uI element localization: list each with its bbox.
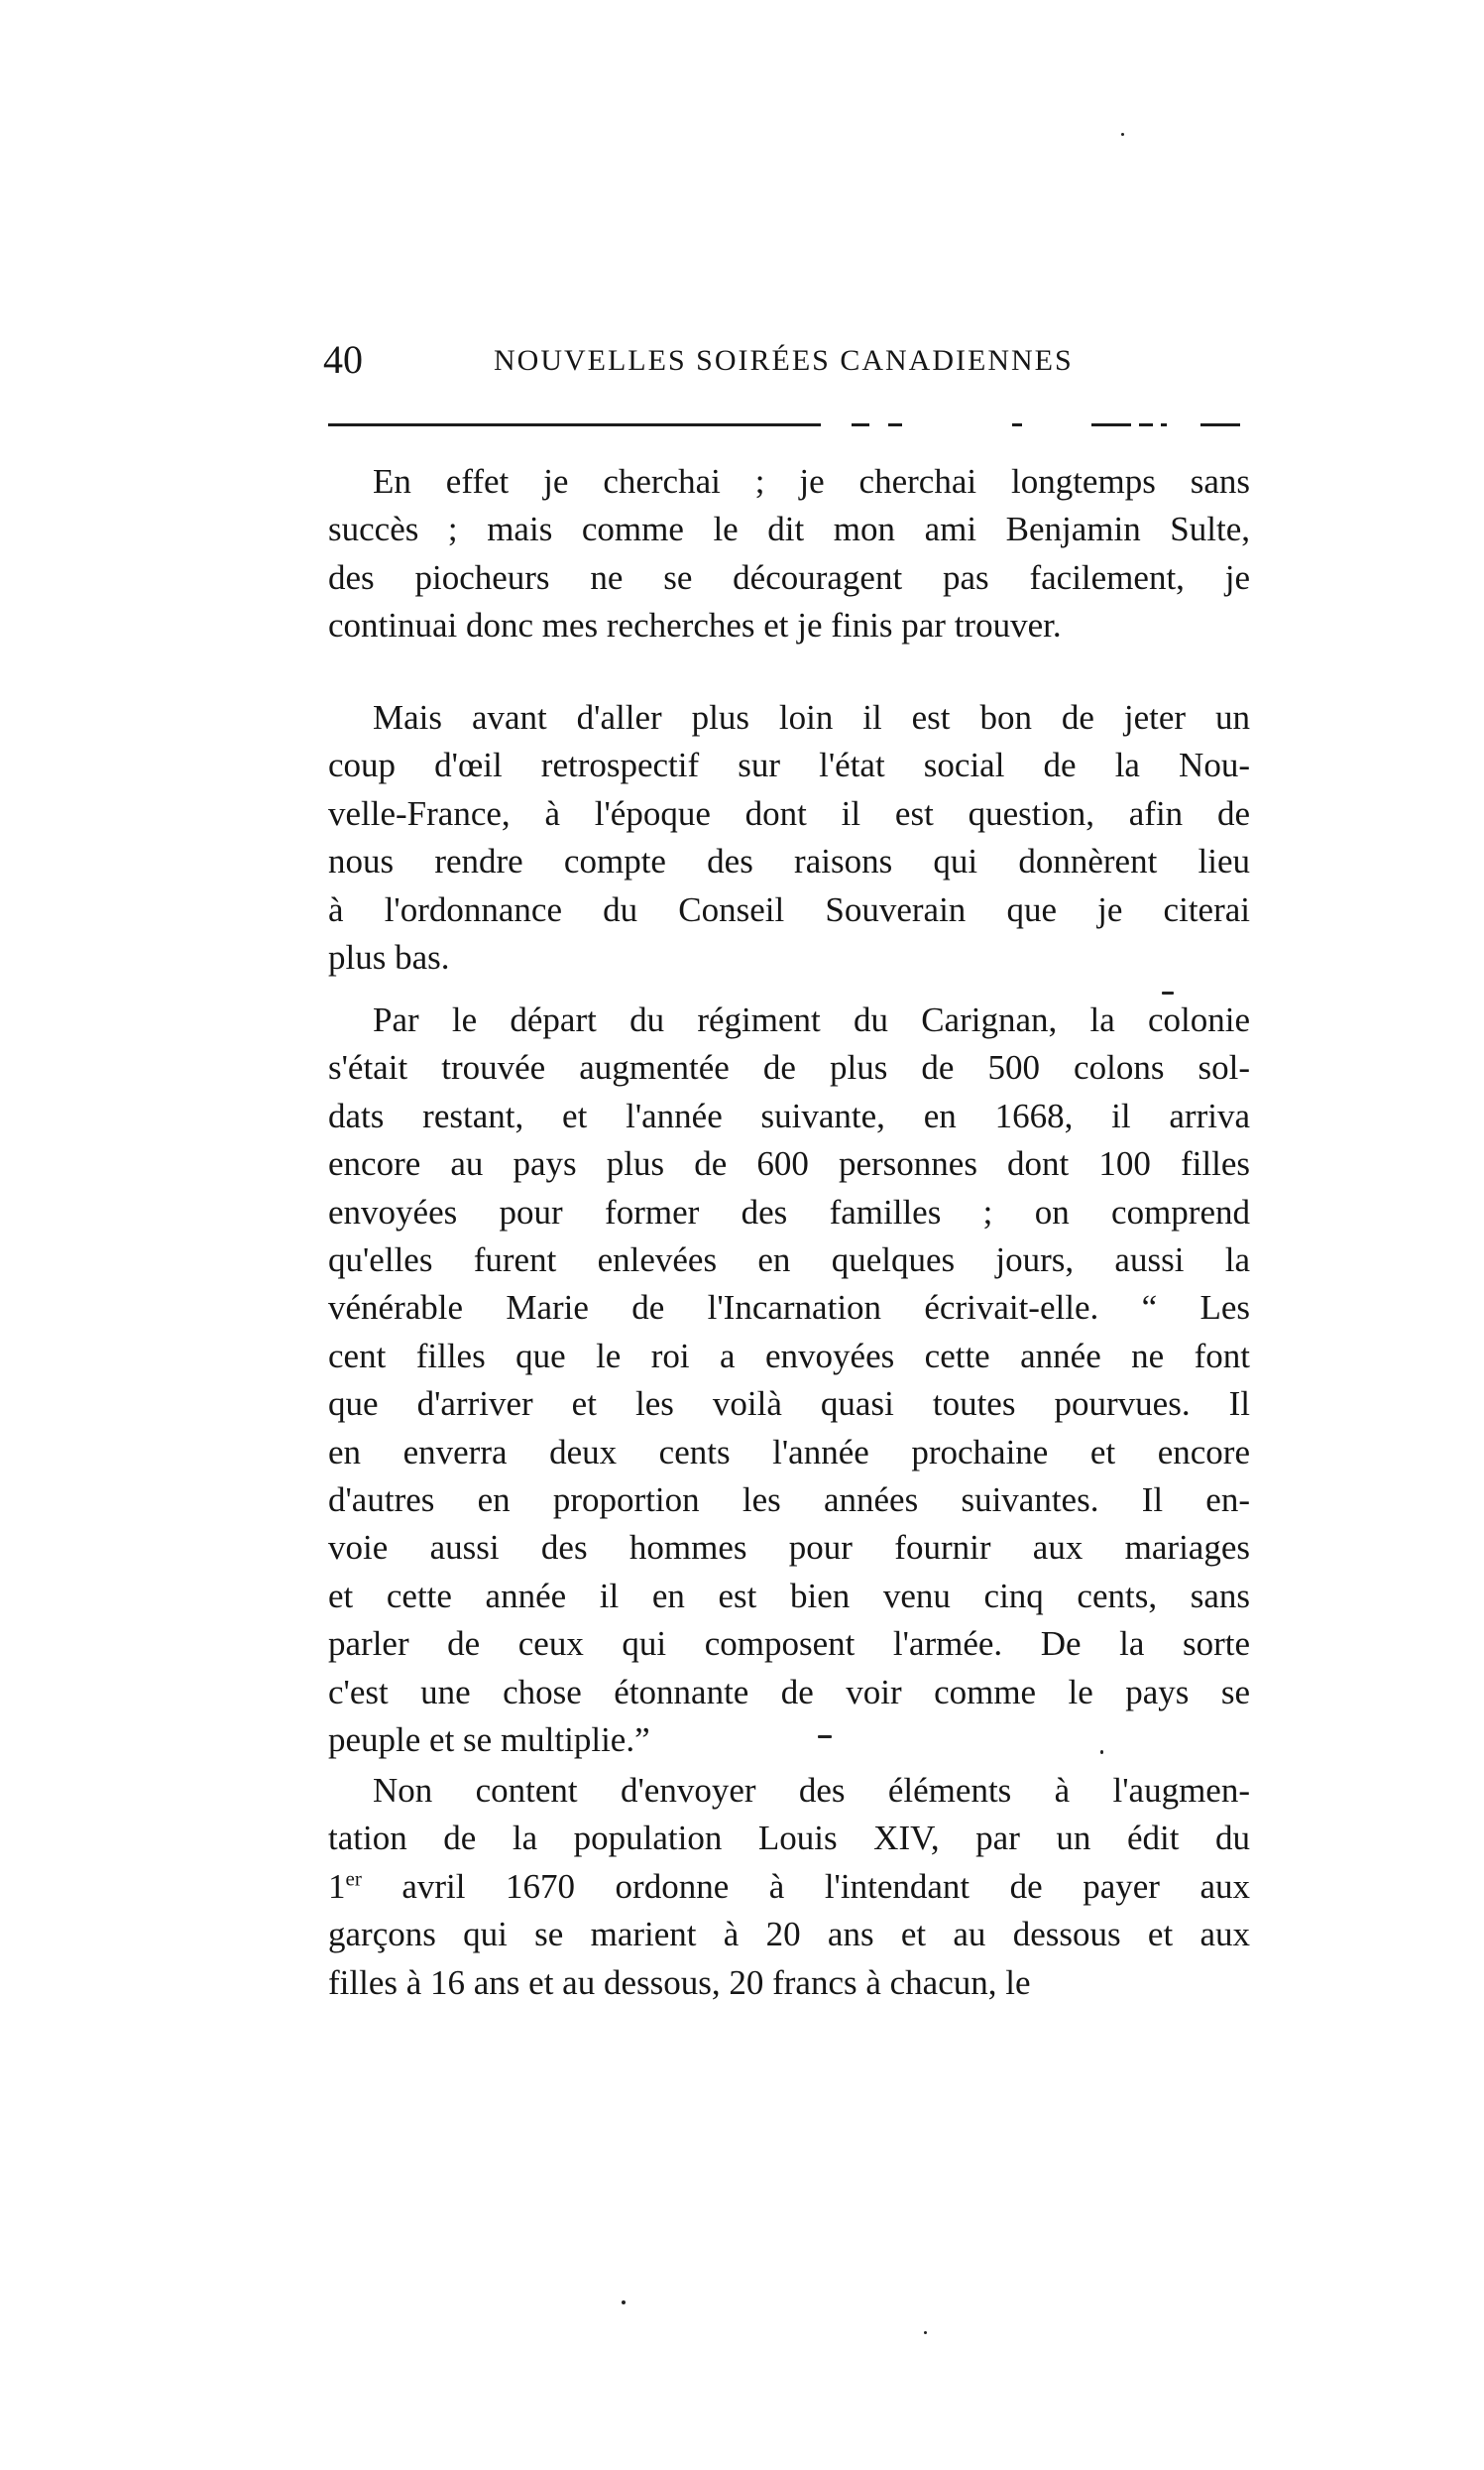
text-line: velle-France, à l'époque dont il est question, afin de — [328, 793, 1250, 833]
text-line: peuple et se multiplie.” — [328, 1720, 650, 1760]
text-line: à l'ordonnance du Conseil Souverain que je citerai — [328, 889, 1250, 929]
ink-speck — [1100, 1750, 1103, 1754]
text-line: s'était trouvée augmentée de plus de 500 colons sol- — [328, 1048, 1250, 1088]
text-line: voie aussi des hommes pour fournir aux mariages — [328, 1528, 1250, 1568]
running-title: NOUVELLES SOIRÉES CANADIENNES — [494, 344, 1074, 377]
text-line: Par le départ du régiment du Carignan, la colonie — [373, 1000, 1250, 1039]
text-line: parler de ceux qui composent l'armée. De la sorte — [328, 1624, 1250, 1664]
text-line: encore au pays plus de 600 personnes dont 100 filles — [328, 1144, 1250, 1184]
ink-speck — [818, 1735, 832, 1738]
text-line: Mais avant d'aller plus loin il est bon de jeter un — [373, 698, 1250, 737]
text-line: garçons qui se marient à 20 ans et au dessous et aux — [328, 1915, 1250, 1954]
text-line: dats restant, et l'année suivante, en 1668, il arriva — [328, 1096, 1250, 1135]
paragraph-2 — [328, 694, 1250, 982]
text-line: coup d'œil retrospectif sur l'état social de la Nou- — [328, 746, 1250, 785]
text-line — [328, 1863, 1250, 1911]
text-line: plus bas. — [328, 938, 450, 978]
text-line: et cette année il en est bien venu cinq cents, sans — [328, 1576, 1250, 1615]
text-line: vénérable Marie de l'Incarnation écrivait-elle. “ Les — [328, 1288, 1250, 1328]
text-line: c'est une chose étonnante de voir comme le pays se — [328, 1672, 1250, 1711]
text-line: que d'arriver et les voilà quasi toutes pourvues. Il — [328, 1384, 1250, 1424]
page-number: 40 — [323, 337, 363, 382]
header-rule — [328, 421, 1250, 429]
ink-speck — [1162, 992, 1174, 995]
text-line: filles à 16 ans et au dessous, 20 francs à chacun, le — [328, 1962, 1031, 2002]
paragraph-3 — [328, 997, 1250, 1765]
text-line: envoyées pour former des familles ; on comprend — [328, 1192, 1250, 1232]
text-line: continuai donc mes recherches et je finis par trouver. — [328, 606, 1062, 646]
text-line: en enverra deux cents l'année prochaine et encore — [328, 1432, 1250, 1471]
paragraph-4 — [328, 1767, 1250, 2007]
running-head — [323, 335, 1255, 385]
text-line: tation de la population Louis XIV, par un édit du — [328, 1819, 1250, 1858]
text-line: Non content d'envoyer des éléments à l'augmen- — [373, 1771, 1250, 1810]
ordinal-number: 1 — [328, 1866, 346, 1906]
text-line: cent filles que le roi a envoyées cette année ne font — [328, 1336, 1250, 1375]
text-line: des piocheurs ne se découragent pas facilement, je — [328, 557, 1250, 597]
text-line: qu'elles furent enlevées en quelques jours, aussi la — [328, 1240, 1250, 1280]
ordinal-suffix: er — [345, 1866, 362, 1891]
text-line: nous rendre compte des raisons qui donnèrent lieu — [328, 842, 1250, 882]
ink-speck — [1121, 133, 1124, 136]
paragraph-1 — [328, 458, 1250, 650]
text-line: d'autres en proportion les années suivantes. Il en- — [328, 1480, 1250, 1520]
text-line: En effet je cherchai ; je cherchai longtemps sans — [373, 462, 1250, 501]
ink-speck — [622, 2300, 626, 2304]
text-line: succès ; mais comme le dit mon ami Benjamin Sulte, — [328, 510, 1250, 549]
text-line-rest: avril 1670 ordonne à l'intendant de payer aux — [361, 1866, 1250, 1906]
ink-speck — [924, 2331, 927, 2334]
